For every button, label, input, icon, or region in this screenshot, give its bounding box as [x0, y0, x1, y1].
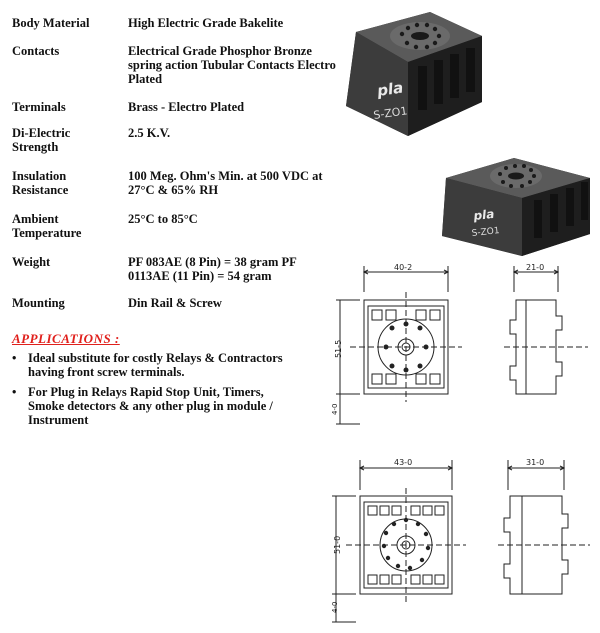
dimension-drawing-top-11pin	[328, 456, 478, 628]
spec-value: PF 083AE (8 Pin) = 38 gram PF 0113AE (11 Pin) = 54 gram	[128, 255, 297, 283]
spec-value: 2.5 K.V.	[128, 126, 171, 140]
dim-width: 31-0	[526, 458, 545, 467]
dim-height: 51-5	[334, 339, 343, 358]
spec-value: 100 Meg. Ohm's Min. at 500 VDC at 27°C & 65% RH	[128, 169, 323, 197]
dimension-drawing-side-8pin	[496, 262, 596, 430]
dimension-drawing-top-8pin	[330, 262, 480, 430]
relay-socket-photo-large	[338, 4, 488, 140]
list-item: • For Plug in Relays Rapid Stop Unit, Timers, Smoke detectors & any other plug in module / Instrument	[10, 385, 285, 427]
spec-label: Mounting	[12, 296, 65, 310]
spec-value: Din Rail & Screw	[128, 296, 222, 310]
spec-label: Contacts	[12, 44, 60, 58]
dim-height: 51-0	[333, 535, 342, 554]
dim-width: 21-0	[526, 263, 545, 272]
brand-label: pla	[472, 206, 496, 223]
applications-title: APPLICATIONS :	[12, 331, 120, 346]
dim-offset: 4-0	[331, 601, 339, 613]
model-label: S-ZO1	[372, 104, 409, 122]
dimension-drawing-side-11pin	[494, 456, 596, 628]
spec-label: Body Material	[12, 16, 90, 30]
spec-label: Di-Electric Strength	[12, 126, 71, 154]
dim-width: 43-0	[394, 458, 413, 467]
spec-value: Brass - Electro Plated	[128, 100, 245, 114]
spec-label: Ambient Temperature	[12, 212, 82, 240]
spec-value: High Electric Grade Bakelite	[128, 16, 284, 30]
spec-value: 25°C to 85°C	[128, 212, 198, 226]
spec-label: Weight	[12, 255, 51, 269]
brand-label: pla	[376, 78, 405, 100]
model-label: S-ZO1	[471, 226, 501, 239]
dim-offset: 4-0	[331, 403, 339, 415]
spec-label: Insulation Resistance	[12, 169, 69, 197]
spec-label: Terminals	[12, 100, 66, 114]
dim-width: 40-2	[394, 263, 413, 272]
applications-list	[10, 351, 285, 433]
spec-value: Electrical Grade Phosphor Bronze spring action Tubular Contacts Electro Plated	[128, 44, 336, 86]
relay-socket-photo-small	[436, 148, 594, 258]
list-item: • Ideal substitute for costly Relays & Contractors having front screw terminals.	[10, 351, 285, 379]
